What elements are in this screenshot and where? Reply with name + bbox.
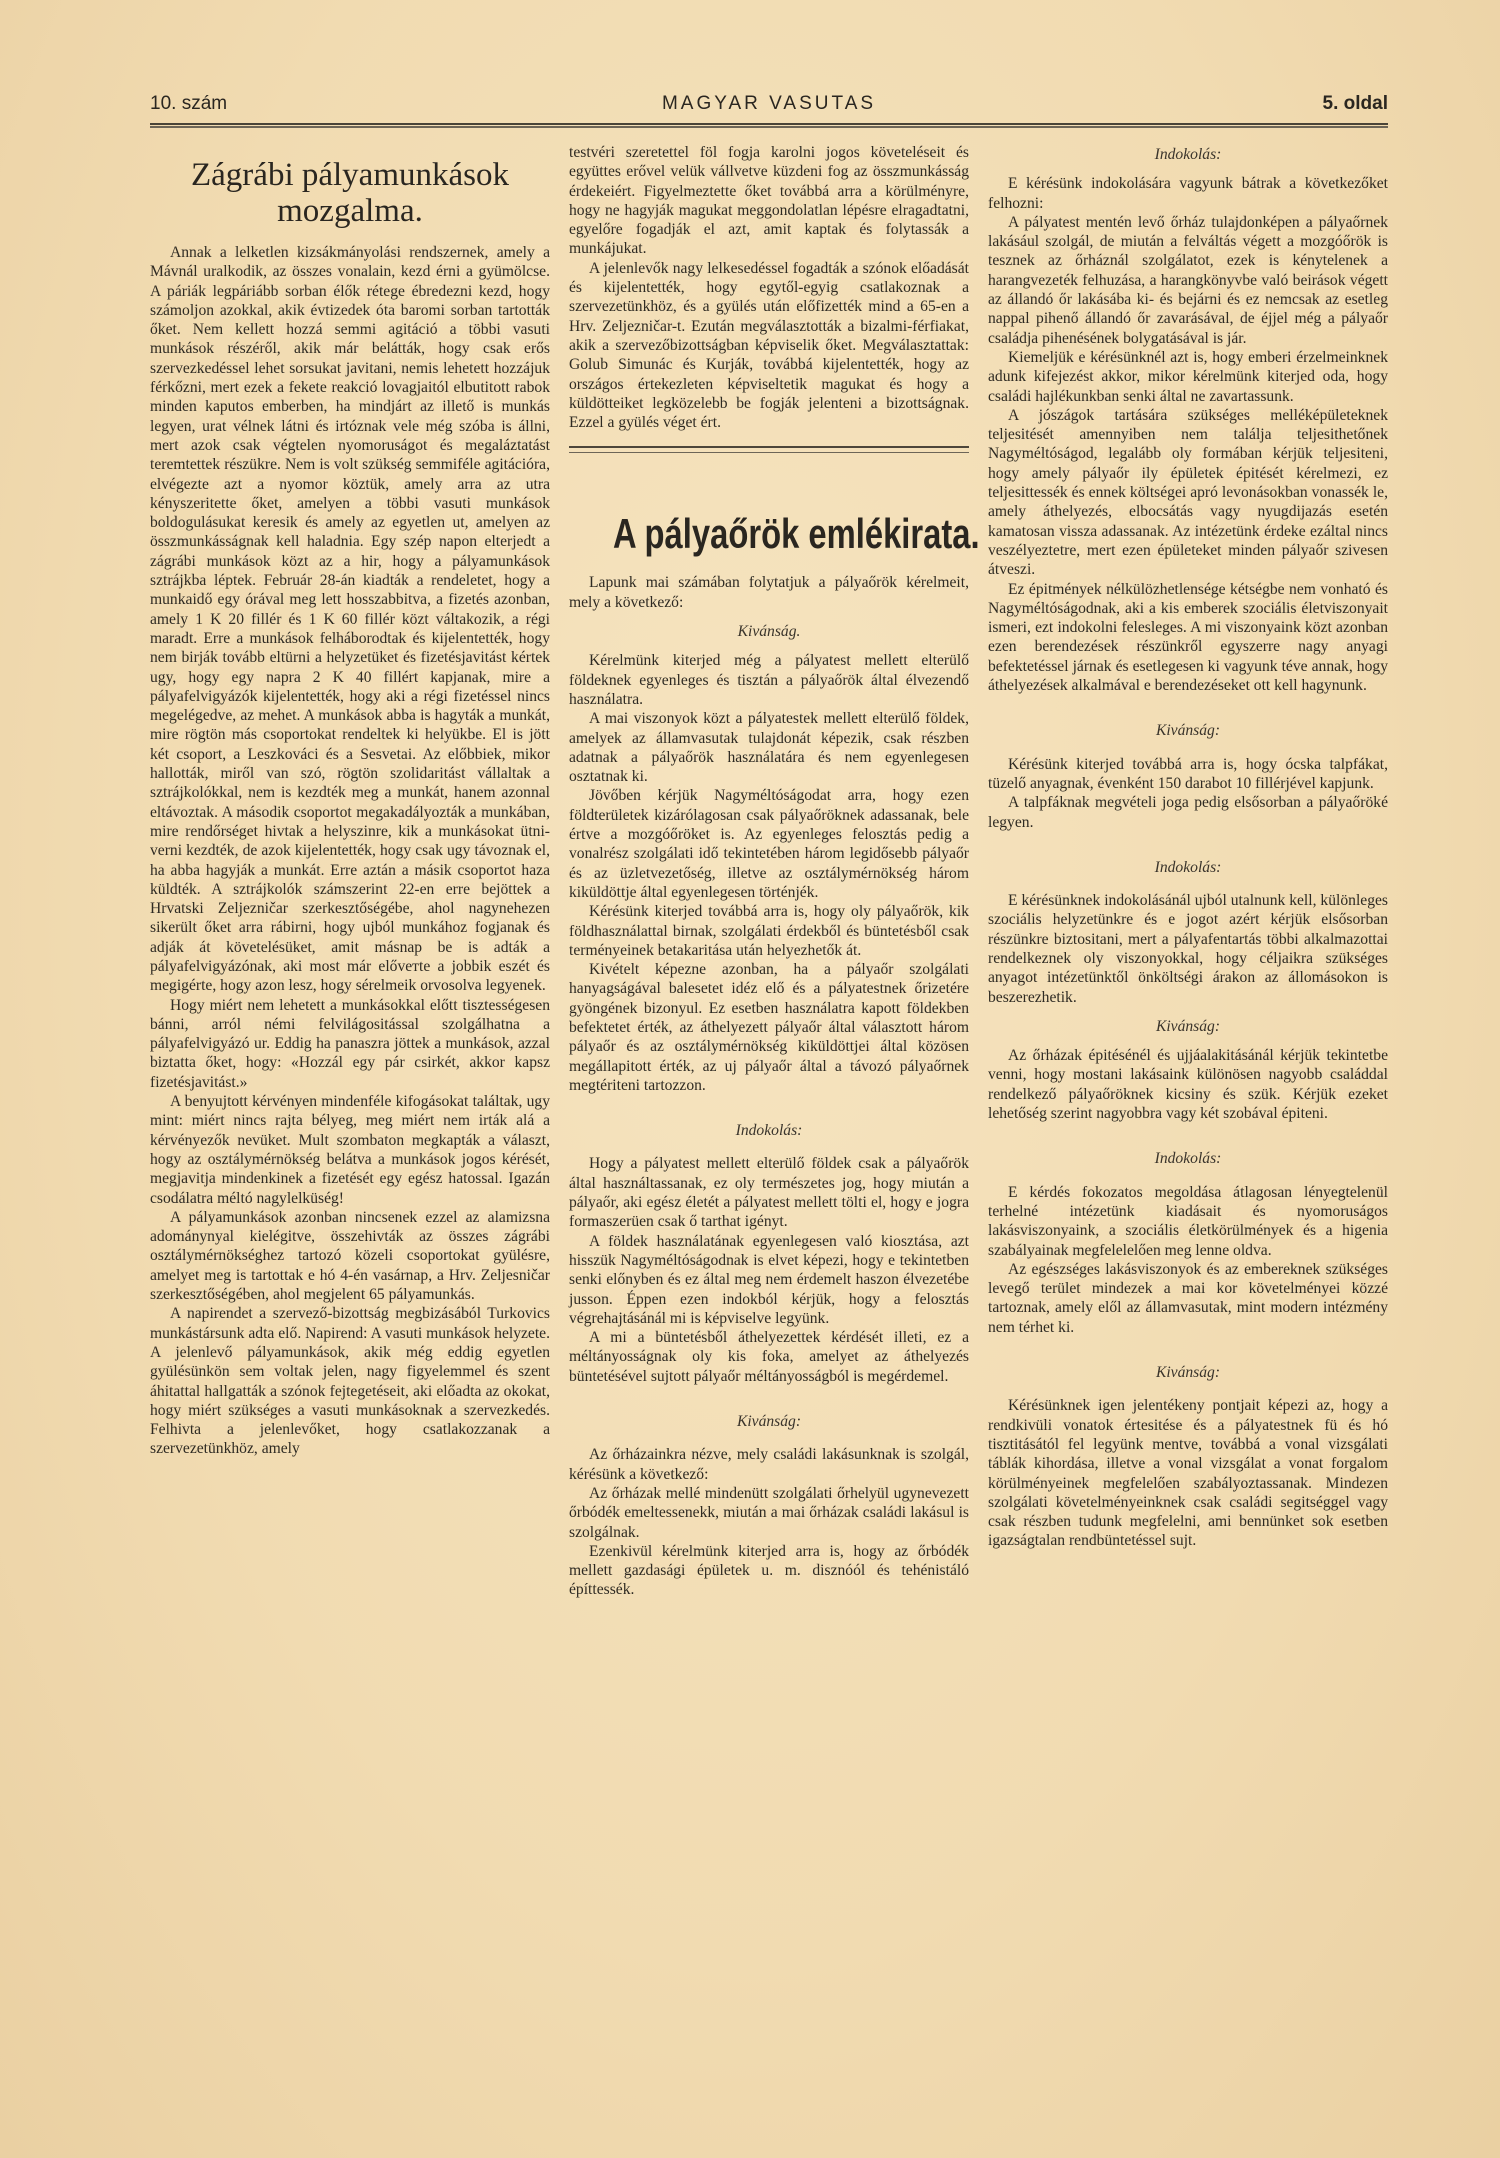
- paragraph: A talpfáknak megvételi joga pedig elsősorban a pályaőröké legyen.: [988, 794, 1388, 831]
- paragraph: Az őrházak épitésénél és ujjáalakitásánál kérjük tekintetbe venni, hogy mostani lakásaink különösen nagyobb családdal rendelkező pályaőröknek kicsiny és szük. Kérjük ezeket lehetőség szerint nagyobbra vagy két szobával épiteni.: [988, 1047, 1388, 1123]
- paragraph: Ezenkivül kérelmünk kiterjed arra is, hogy az őrbódék mellett gazdasági épületek u. m. disznóól és tehénistáló építtessék.: [569, 1542, 969, 1599]
- paragraph: E kérdés fokozatos megoldása átlagosan lényegtelenül terhelné intézetünk kiadásait és nyomoruságos lakásviszonyaink, a szociális életkörülmények és a higenia szabályainak megfelelelően meg lenne oldva.: [988, 1183, 1388, 1259]
- subheading: Kivánság:: [1155, 722, 1221, 740]
- paragraph: Az őrházainkra nézve, mely családi lakásunknak is szolgál, kérésünk a következő:: [569, 1446, 969, 1483]
- paragraph: A napirendet a szervező-bizottság megbizásából Turkovics munkástársunk adta elő. Napirend: A vasuti munkások helyzete. A jelenlevő pályamunkások, akik még eddig egyetlen gyülésünkön sem voltak jelen, nagy figyelemmel és szent áhitattal hallgatták a szónok fejtegetéseit, aki előadta az okokat, hogy miért szükséges a vasuti munkásoknak a szervezkedés. Felhivta a jelenlevőket, hogy csatlakozzanak a szervezetünkhöz, amely: [150, 1305, 550, 1458]
- paragraph: A benyujtott kérvényen mindenféle kifogásokat találtak, ugy mint: miért nincs rajta bélyeg, meg miért nem irták alá a kérvényezők nevüket. Mult szombaton megkapták a választ, hogy az osztálymérnökség belátva a munkások jogos kérését, megjavitja mindenkinek a fizetését egy egész hatossal. Igazán csodálatra méltó nagylelküség!: [150, 1093, 550, 1207]
- page-number: 5. oldal: [1322, 93, 1388, 114]
- subheading: Indokolás:: [1154, 146, 1222, 163]
- paragraph: Kérésünk kiterjed továbbá arra is, hogy oly pályaőrök, kik földhasználattal birnak, szolgálati érdekből és büntetésből csak terményeinek betakaritása után helyezhetők át.: [569, 903, 969, 959]
- paragraph: Jövőben kérjük Nagyméltóságodat arra, hogy ezen földterületek kizárólagosan csak pályaőröknek adassanak, bele értve a mozgóőröket is. Az egyenleges felosztás pedig a vonalrész szolgálati idő tekintetében három legidősebb pályaőr és az üzletvezetőség, illetve az osztálymérnökség három kiküldöttje által egyenlegesen történjék.: [569, 787, 969, 901]
- paragraph: Kérelmünk kiterjed még a pályatest mellett elterülő földeknek egyenleges és tisztán a pályaőrök által élvezendő használatra.: [569, 652, 969, 708]
- paragraph: A mi a büntetésből áthelyezettek kérdését illeti, ez a méltányosságnak oly kis foka, amelyet az áthelyezés büntetésével sujtott pályaőr méltányosságból is megérdemel.: [569, 1329, 969, 1385]
- issue-number: 10. szám: [150, 93, 228, 114]
- masthead: [150, 85, 1388, 125]
- subheading: Indokolás:: [1154, 858, 1222, 876]
- columns: [150, 143, 1388, 1600]
- article-title-line-2: mozgalma.: [277, 193, 423, 229]
- column-right: [988, 143, 1388, 1600]
- paragraph: E kérésünknek indokolásánál ujból utalnunk kell, különleges szociális helyzetünkre és e jogot azért kérjük elsősorban részünkre biztositani, mert a pályafentartás többi alkalmazottai rendelkeznek oly viszonyokkal, hogy céljaikra szükséges anyagot intézetünktől önköltségi árakon az állomásokon is beszerezhetik.: [988, 892, 1388, 1006]
- paragraph: Kiemeljük e kérésünknél azt is, hogy emberi érzelmeinknek adunk kifejezést akkor, mikor kérelmünk kiterjed oda, hogy családi hajlékunkban senki által ne zavartassunk.: [988, 348, 1388, 405]
- subheading: Indokolás:: [1154, 1150, 1222, 1168]
- paragraph: Kérésünk kiterjed továbbá arra is, hogy ócska talpfákat, tüzelő anyagnak, évenként 150 darabot 10 fillérjével kapjunk.: [988, 755, 1388, 792]
- paragraph: Hogy miért nem lehetett a munkásokkal előtt tisztességesen bánni, arról némi felvilágositással szolgálhatna a pályafelvigyázó ur. Eddig ha panaszra jöttek a munkások, azzal biztatta őket, hogy: «Hozzál egy pár csirkét, akkor kapsz fizetésjavitást.»: [150, 996, 550, 1091]
- paragraph: A jelenlevők nagy lelkesedéssel fogadták a szónok előadását és kijelentették, hogy egytől-egyig csatlakoznak a szervezetünkhöz, és a gyülés után előfizették mind a 65-en a Hrv. Zeljezničar-t. Ezután megválasztották a bizalmi-férfiakat, akik a szervezőbizottságban képviselik őket. Megválasztattak: Golub Simunác és Kurják, továbbá kijelentették, hogy az országos értekezleten képviseltetik magukat és hogy a küldötteiket legközelebb be fogják jelenteni a bizottságnak. Ezzel a gyülés véget ért.: [569, 259, 969, 432]
- column-left: [150, 143, 550, 1600]
- paragraph: Annak a lelketlen kizsákmányolási rendszernek, amely a Mávnál uralkodik, az összes vonalain, kezd érni a gyümölcse. A páriák legpáriább sorban élők rétege ébredezni kezd, hogy számoljon azokkal, akik évtizedek óta baromi sorban tartották őket. Nem kellett hozzá semmi agitáció a többi vasuti munkások részéről, akik már belátták, hogy csak erős szervezkedéssel lehet sorsukat javitani, nemis lehetett hozzájuk férkőzni, mert ezek a fekete reakció lovagjaitól elbutitott rabok minden kaputos emberben, ha mindjárt az illető is munkás legyen, urat vélnek látni és irtóznak vele még szóba is állni, mert azok csak végtelen nyomoruságot és megaláztatást teremtettek részükre. Nem is volt szükség semmiféle agitációra, elvégezte azt a nyomor köztük, amely arra az utra kényszeritette őket, amelyen a többi vasuti munkások boldogulásukat keresik és amely az egyetlen ut, amelyen az összmunkásságnak kell haladnia. Egy szép napon elterjedt a zágrábi munkások közt az a hir, hogy a pályamunkások sztrájkba léptek. Február 28-án kiadták a rendeletet, hogy a munkaidő egy órával meg lett hosszabbitva, a fizetés azonban, amely 1 K 20 fillér és 1 K 60 fillér közt váltakozik, a régi maradt. Erre a munkások felháborodtak és kijelentették, hogy nem birják tovább eltürni a helyzetüket és fizetésjavitást kértek ugy, hogy egy napra 2 K 40 fillért kapjanak, mire a pályafelvigyázók kijelentették, hogy aki a régi fizetéssel nincs megelégedve, az mehet. A munkások abba is hagyták a munkát, mire rögtön más csoportokat rendeltek ki helyükbe. El is jött két csoport, a Leszkováci és a Sesvetai. Az előbbiek, mikor hallották, miről van szó, rögtön szolidaritást vállaltak a sztrájkolókkal, nem is kezdték meg a munkát, hanem azonnal eltávoztak. A második csoportot megakadályozták a munkában, mire rendőrséget hivtak a helyszinre, kik a munkásokat ütni-verni kezdték, de azok kijelentették, hogy csak ugy távoznak el, ha abba hagyják a munkát. Erre aztán a másik csoportot haza küldték. A sztrájkolók számszerint 22-en erre bejöttek a Hrvatski Zeljezničar szerkesztőségébe, ahol nagynehezen sikerült őket arra rábirni, hogy ujból munkához fogjanak és adják át követelésüket, amit másnap be is adták a pályafelvigyázónak, aki most már előveтte a jobbik eszét és megigérte, hogy azon lesz, hogy sérelmeik orvosolva legyenek.: [150, 244, 550, 995]
- column-middle: [569, 143, 980, 1600]
- subheading: Kivánság:: [1155, 1364, 1221, 1382]
- paragraph: A mai viszonyok közt a pályatestek mellett elterülő földek, amelyek az államvasutak tulajdonát képezik, csak részben adatnak a pályaőrök használatára és nem egyenlegesen osztatnak ki.: [569, 710, 969, 786]
- article-title-memorandum: A pályaőrök emlékirata.: [613, 510, 980, 558]
- newspaper-title: MAGYAR VASUTAS: [661, 93, 877, 114]
- subheading: Kivánság:: [736, 1413, 802, 1431]
- section-divider: [569, 446, 969, 453]
- paragraph: Az egészséges lakásviszonyok és az embereknek szükséges levegő terület mindezek a mai kor követelményei közzé tartoznak, amely elől az államvasutak, mint modern intézmény nem térhet ki.: [988, 1260, 1388, 1336]
- intro-paragraph: Lapunk mai számában folytatjuk a pályaőrök kérelmeit, mely a következő:: [569, 574, 969, 611]
- subheading: Kivánság:: [1155, 1017, 1221, 1035]
- paragraph: A földek használatának egyenlegesen való kiosztása, azt hisszük Nagyméltóságodnak is elvet képezi, hogy e tekintetben senki előnyben és ez által meg nem érdemelt haszon élvezetébe jusson. Éppen ezen indokból kérjük, hogy a felosztás végrehajtásánál mi is képviselve legyünk.: [569, 1232, 969, 1327]
- subheading: Kivánság.: [737, 623, 801, 641]
- paragraph: Hogy a pályatest mellett elterülő földek csak a pályaőrök által használtassanak, ez oly természetes jog, hogy miután a pályaőr, aki egész életét a pályatest mellett tölti el, hogy e jogra formaszerüen csak ő tarthat igényt.: [569, 1155, 969, 1231]
- article-title-zagreb: [150, 157, 550, 229]
- paragraph: E kérésünk indokolására vagyunk bátrak a következőket felhozni:: [988, 175, 1388, 212]
- paragraph: A pályatest mentén levő őrház tulajdonképen a pályaőrnek lakásául szolgál, de miután a felváltás végett a mozgóőrök is tesznek az őrháznál szolgálatot, ezek is kénytelenek a harangvezeték felhuzása, a harangkönyvbe való beirások végett az állandó őr lakásába ki- és bejárni és ez nemcsak az esetleg nappal pihenő állandó őr zavarásával, de éjjel még a pályaőr családja pihenésének bolygatásával is jár.: [988, 213, 1388, 347]
- paragraph: Kérésünknek igen jelentékeny pontjait képezi az, hogy a rendkivüli vonatok értesitése és a pályatestnek fü és hó tisztitásától fel legyünk mentve, továbbá a vonal vizsgálati táblák kihordása, illetve a vonal vizsgálat a vonat forgalom körülményeinek megfelelően szabályoztassanak. Mindezen szolgálati követelményeinknek csak családi segitséggel vagy csak részben tudunk megfelelni, ami bennünket sok esetben igazságtalan rendbüntetéssel sujt.: [988, 1397, 1388, 1550]
- header-rule: [150, 123, 1388, 128]
- paragraph: A pályamunkások azonban nincsenek ezzel az alamizsna adománynyal kielégitve, összehivták az összes zágrábi osztálymérnökséghez tartozó közeli csoportokat gyülésre, amelyet meg is tartottak e hó 4-én vasárnap, a Hrv. Zeljesničar szerkesztőségében, ahol megjelent 65 pályamunkás.: [150, 1208, 550, 1304]
- newspaper-page: [150, 85, 1388, 1599]
- paragraph-continued: testvéri szeretettel föl fogja karolni jogos követeléseit és együttes erővel velük vállvetve küzdeni fog az összmunkásság érdekeiért. Figyelmeztette őket továbbá arra a körülményre, hogy ne hagyják magukat meggondolatlan lépésre elragadtatni, egyelőre fogadják el azt, amit kaptak és folytassák a munkájukat.: [569, 144, 969, 258]
- article-title-line-1: Zágrábi pályamunkások: [191, 157, 509, 193]
- paragraph: Az őrházak mellé mindenütt szolgálati őrhelyül ugynevezett őrbódék emeltessenekk, miután a mai őrházak családi lakásul is szolgálnak.: [569, 1484, 969, 1541]
- subheading: Indokolás:: [735, 1122, 803, 1140]
- paragraph: A jószágok tartására szükséges melléképületeknek teljesitését amennyiben nem találja teljesithetőnek Nagyméltóságod, legalább oly formában kérjük teljesiteni, hogy amely pályaőr ily épületek épitését kérelmezi, ez teljesittessék és ennek költségei apró levonásokban vonassék le, amely áthelyezés, elbocsátás vagy nyugdijazás esetén kamatosan vissza adassanak. Az intézetünk érdeke ezáltal nincs veszélyeztetre, mert ezen épületeket minden pályaőr szivesen átveszi.: [988, 406, 1388, 579]
- paragraph: Ez épitmények nélkülözhetlensége kétségbe nem vonható és Nagyméltóságodnak, aki a kis emberek szociális életviszonyait ismeri, ezt indokolni felesleges. A mi viszonyaink közt azonban ezen berendezések részünkről egyszerre nagy anyagi befektetéssel járnak és esetlegesen ki vagyunk téve annak, hogy áthelyezések alkalmával e berendezéseket ott kell hagynunk.: [988, 580, 1388, 695]
- paragraph: Kivételt képezne azonban, ha a pályaőr szolgálati hanyagságával balesetet idéz elő és a pályatestnek őrizetére gyöngének bizonyul. Ez esetben használatra kapott földekben befektetet érték, az áthelyezett pályaőr által választott három pályaőr és az osztálymérnökség kiküldöttjei által közösen megállapitott érték, az uj pályaőr által a távozó pályaőrnek megtériteni tartozzon.: [569, 961, 969, 1094]
